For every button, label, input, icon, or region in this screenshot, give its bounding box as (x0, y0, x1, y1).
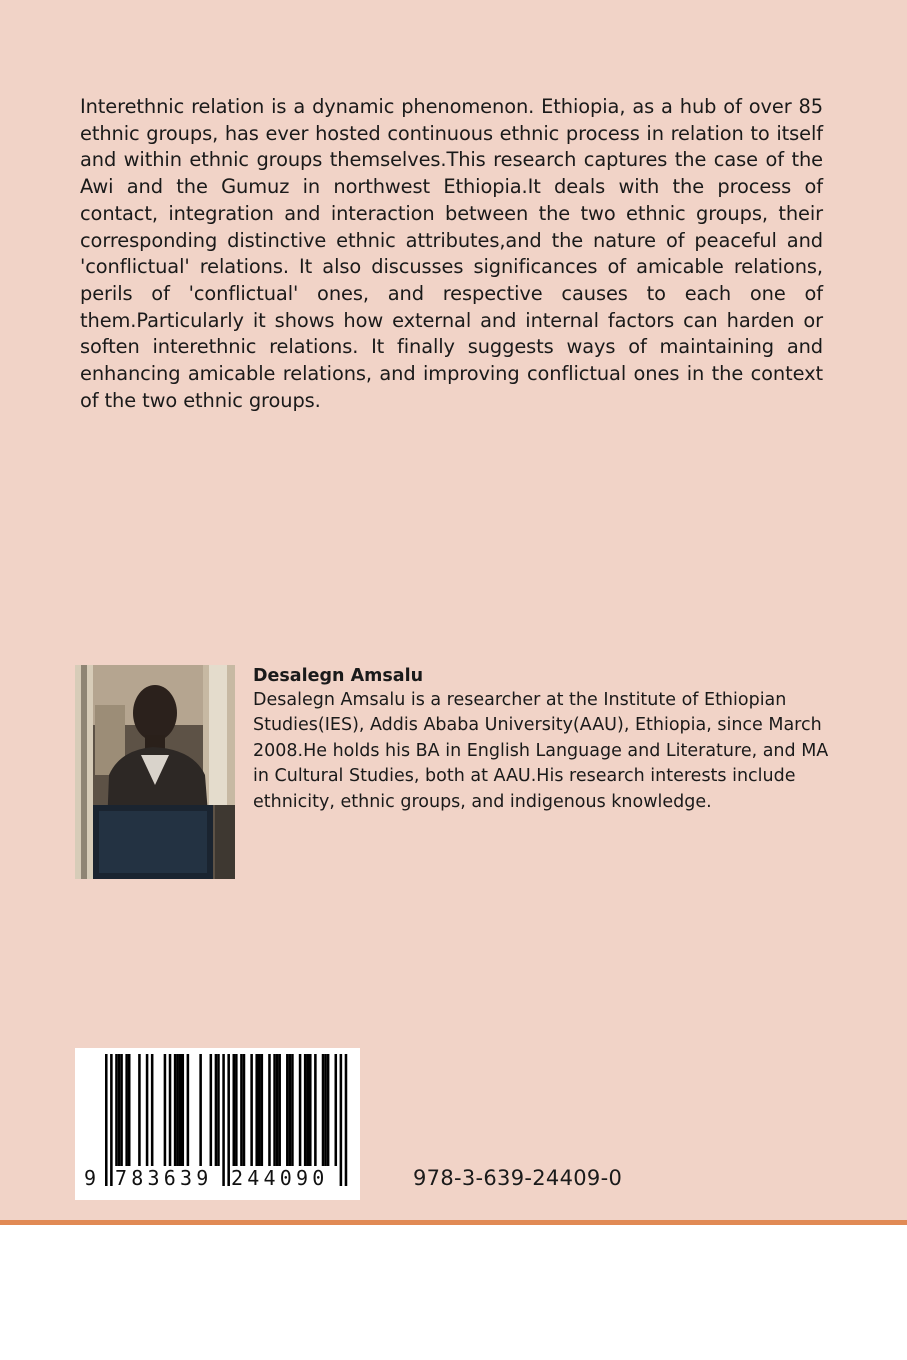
barcode-bar (258, 1054, 261, 1166)
isbn-number: 978-3-639-24409-0 (413, 1166, 623, 1190)
book-blurb: Interethnic relation is a dynamic phenomenon. Ethiopia, as a hub of over 85 ethnic groups, has ever hosted continuous ethnic process in relation to itself and within ethnic groups themselves.This research captures the case of the Awi and the Gumuz in northwest Ethiopia.It deals with the process of contact, integration and interaction between the two ethnic groups, their corresponding distinctive ethnic attributes,and the nature of peaceful and 'conflictual' relations. It also discusses significances of amicable relations, perils of 'conflictual' ones, and respective causes to each one of them.Particularly it shows how external and internal factors can harden or soften interethnic relations. It finally suggests ways of maintaining and enhancing amicable relations, and improving conflictual ones in the context of the two ethnic groups. (80, 95, 823, 412)
barcode-bar (235, 1054, 238, 1166)
barcode-bar (187, 1054, 190, 1166)
barcode-digits-left: 783639 (115, 1166, 213, 1190)
barcode-bar (210, 1054, 213, 1166)
barcode-bar (174, 1054, 177, 1166)
bottom-stripe (0, 1220, 907, 1225)
barcode-bar (278, 1054, 281, 1166)
barcode-bar (289, 1054, 292, 1166)
barcode-bar (324, 1054, 327, 1166)
barcode-bar (309, 1054, 312, 1166)
barcode-bar (304, 1054, 307, 1166)
barcode-bar (182, 1054, 185, 1166)
barcode-bar (215, 1054, 218, 1166)
barcode-bar (176, 1054, 179, 1166)
author-photo-image (75, 665, 235, 879)
barcode-bar (299, 1054, 302, 1166)
barcode-bar (125, 1054, 128, 1166)
barcode-bar (120, 1054, 123, 1166)
barcode-bar (322, 1054, 325, 1166)
author-bio: Desalegn Amsalu is a researcher at the Institute of Ethiopian Studies(IES), Addis Ababa University(AAU), Ethiopia, since March 2008.He holds his BA in English Language and Literature, and MA in Cultural Studies, both at AAU.His research interests include ethnicity, ethnic groups, and indigenous knowledge. (253, 690, 829, 812)
barcode-bar (255, 1054, 258, 1166)
barcode-digit-first: 9 (84, 1166, 97, 1190)
barcode-bar (179, 1054, 182, 1166)
barcode-bar (118, 1054, 121, 1166)
barcode-bar (128, 1054, 131, 1166)
barcode-bar (169, 1054, 172, 1166)
barcode-bar (164, 1054, 167, 1166)
barcode-bar (250, 1054, 253, 1166)
barcode-bar (286, 1054, 289, 1166)
barcode-bar (268, 1054, 271, 1166)
barcode-bar (276, 1054, 279, 1166)
barcode-bar (240, 1054, 243, 1166)
barcode-bar (243, 1054, 246, 1166)
barcode-bar (146, 1054, 149, 1166)
barcode-bar (273, 1054, 276, 1166)
barcode-digits (75, 1166, 360, 1194)
author-photo (75, 665, 235, 879)
barcode-bar (233, 1054, 236, 1166)
barcode-bar (261, 1054, 264, 1166)
barcode-bar (199, 1054, 202, 1166)
barcode (75, 1048, 360, 1200)
barcode-bar (217, 1054, 220, 1166)
barcode-bar (306, 1054, 309, 1166)
author-name: Desalegn Amsalu (253, 666, 424, 686)
barcode-bar (291, 1054, 294, 1166)
barcode-bar (138, 1054, 141, 1166)
barcode-digits-right: 244090 (231, 1166, 329, 1190)
barcode-bar (327, 1054, 330, 1166)
barcode-bar (115, 1054, 118, 1166)
barcode-bar (335, 1054, 338, 1166)
barcode-bar (151, 1054, 154, 1166)
barcode-bar (314, 1054, 317, 1166)
